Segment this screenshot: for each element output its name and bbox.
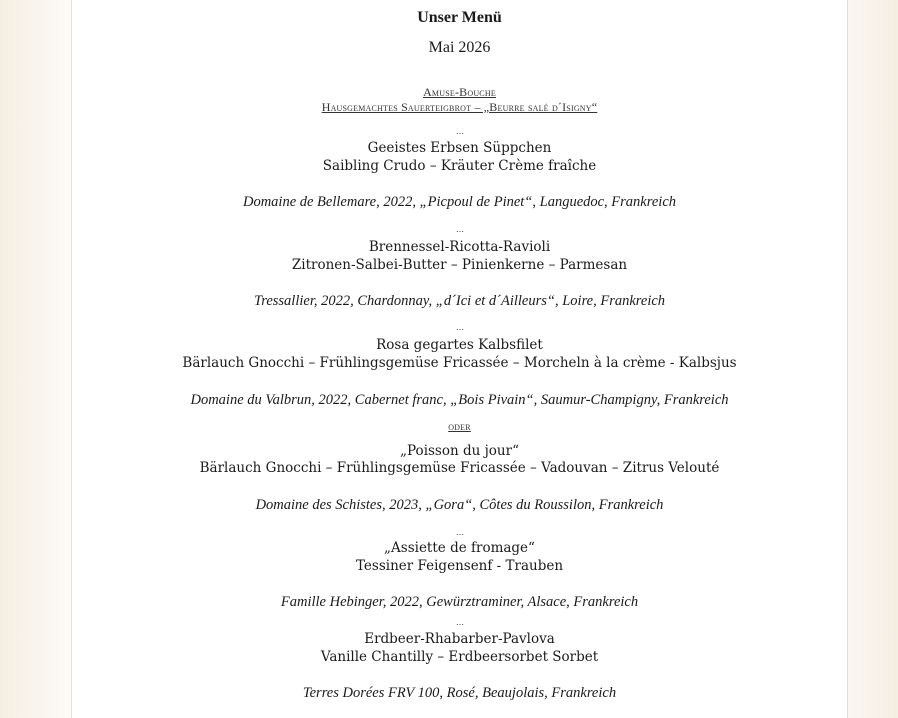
course-3-line-2: Bärlauch Gnocchi – Frühlingsgemüse Fricassée – Morcheln à la crème - Kalbsjus xyxy=(182,355,737,371)
course-3b-line-1: „Poisson du jour“ xyxy=(400,443,519,459)
course-1-wine: Domaine de Bellemare, 2022, „Picpoul de Pinet“, Languedoc, Frankreich xyxy=(242,194,677,210)
course-separator: … xyxy=(456,323,463,332)
course-separator: … xyxy=(456,528,463,537)
course-5-wine: Terres Dorées FRV 100, Rosé, Beaujolais, Frankreich xyxy=(302,685,617,701)
course-4-line-2: Tessiner Feigensenf - Trauben xyxy=(355,558,564,574)
course-2-wine: Tressallier, 2022, Chardonnay, „d´Ici et d´Ailleurs“, Loire, Frankreich xyxy=(253,293,666,309)
course-5-line-2: Vanille Chantilly – Erdbeersorbet Sorbet xyxy=(320,649,599,665)
course-4-line-1: „Assiette de fromage“ xyxy=(384,540,535,556)
course-4-wine: Famille Hebinger, 2022, Gewürztraminer, Alsace, Frankreich xyxy=(280,594,639,610)
course-separator: … xyxy=(456,618,463,627)
amuse-bouche-label: Amuse-Bouche xyxy=(423,85,496,99)
menu-title: Unser Menü xyxy=(417,9,502,26)
course-2-line-2: Zitronen-Salbei-Butter – Pinienkerne – Parmesan xyxy=(291,257,628,273)
course-5-line-1: Erdbeer-Rhabarber-Pavlova xyxy=(364,631,555,647)
course-2-line-1: Brennessel-Ricotta-Ravioli xyxy=(368,239,551,255)
course-3-line-1: Rosa gegartes Kalbsfilet xyxy=(376,337,543,353)
course-3-wine: Domaine du Valbrun, 2022, Cabernet franc, „Bois Pivain“, Saumur-Champigny, Frankreich xyxy=(190,392,729,408)
menu-page xyxy=(71,0,848,718)
course-3b-wine: Domaine des Schistes, 2023, „Gora“, Côtes du Roussilon, Frankreich xyxy=(255,497,664,513)
menu-date: Mai 2026 xyxy=(428,39,491,56)
amuse-bouche-line: Hausgemachtes Sauerteigbrot – „Beurre salé d´Isigny“ xyxy=(321,100,598,114)
course-1-line-1: Geeistes Erbsen Süppchen xyxy=(367,140,552,156)
oder-label: oder xyxy=(448,419,471,433)
course-3b-line-2: Bärlauch Gnocchi – Frühlingsgemüse Fricassée – Vadouvan – Zitrus Velouté xyxy=(199,460,720,476)
course-separator: … xyxy=(456,225,463,234)
course-separator: … xyxy=(456,127,463,136)
course-1-line-2: Saibling Crudo – Kräuter Crème fraîche xyxy=(322,158,597,174)
